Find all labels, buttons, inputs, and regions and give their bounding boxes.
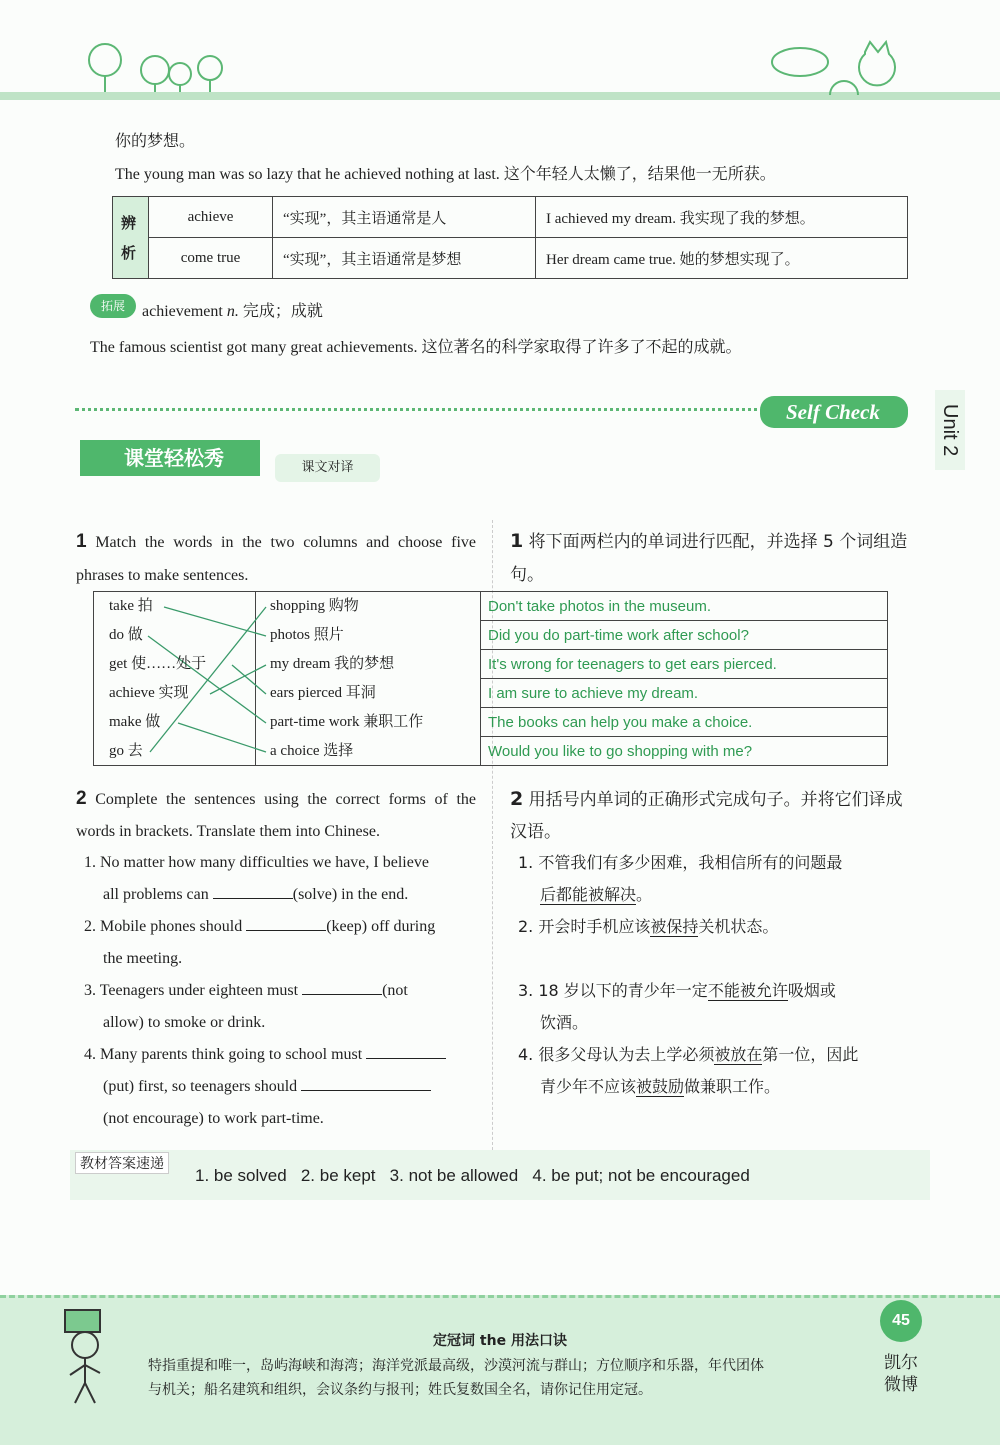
match-right-item[interactable]: ears pierced 耳洞 [270, 685, 376, 701]
ex2-translations: 1. 不管我们有多少困难，我相信所有的问题最 后都能被解决。 2. 开会时手机应该被保持关机状态。 3. 18 岁以下的青少年一定不能被允许吸烟或 饮酒。 4. 很多父母认为去上学必须被放在第一位，因此 青少年不应该被鼓励做兼职工作。 [518, 853, 859, 1096]
answer-blank[interactable] [246, 930, 326, 931]
match-left-item[interactable]: get 使……处于 [109, 656, 207, 672]
extend-tag: 拓展 [90, 294, 136, 318]
ex2-instruction-en: 2 Complete the sentences using the correct forms of the words in brackets. Translate them into Chinese. [76, 788, 477, 840]
match-right-item[interactable]: my dream 我的梦想 [270, 656, 395, 672]
answer-sentence: The books can help you make a choice. [481, 708, 888, 737]
compare-meaning: “实现”，其主语通常是梦想 [273, 238, 536, 279]
answer-text: 1. be solved 2. be kept 3. not be allowed 4. be put; not be encouraged [195, 1166, 750, 1185]
ex1-instruction-cn: 1 将下面两栏内的单词进行匹配，并选择 5 个词组造句。 [510, 530, 908, 585]
extend-meaning: 完成；成就 [242, 303, 323, 320]
matching-table [93, 591, 888, 766]
footer-text: 特指重提和唯一，岛屿海峡和海湾；海洋党派最高级，沙漠河流与群山；方位顺序和乐器，年代团体 与机关；船名建筑和组织，会议条约与报刊；姓氏复数国全名，请你记住用定冠。 [148, 1358, 764, 1398]
self-check-label: Self Check [760, 396, 908, 428]
dotted-divider [75, 408, 765, 411]
compare-meaning: “实现”，其主语通常是人 [273, 197, 536, 238]
match-left-item[interactable]: make 做 [109, 714, 161, 730]
page-number: 45 [880, 1300, 922, 1342]
unit-tab: Unit 2 [935, 390, 965, 470]
answer-sentence: I am sure to achieve my dream. [481, 679, 888, 708]
compare-word: come true [149, 238, 273, 279]
match-left-item[interactable]: go 去 [109, 743, 143, 759]
match-right-item[interactable]: shopping 购物 [270, 598, 359, 614]
text-line: 你的梦想。 [115, 133, 196, 150]
answer-blank[interactable] [302, 994, 382, 995]
trees-illustration [80, 40, 230, 92]
ex2-instruction-cn: 2 用括号内单词的正确形式完成句子。并将它们译成汉语。 [510, 788, 903, 842]
brand-label: 凯尔 微博 [884, 1353, 918, 1395]
question: 1. No matter how many difficulties we have, I believe [84, 854, 429, 871]
answer-sentence: Would you like to go shopping with me? [481, 737, 888, 766]
match-right-item[interactable]: part-time work 兼职工作 [270, 714, 424, 730]
match-right-item[interactable]: photos 照片 [270, 627, 344, 643]
extend-word: achievement [142, 303, 223, 320]
match-left-item[interactable]: do 做 [109, 627, 143, 643]
ex1-instruction-en: 1 Match the words in the two columns and choose five phrases to make sentences. [76, 531, 476, 584]
extend-pos: n. [226, 303, 239, 320]
match-line [178, 723, 266, 752]
section-subtitle: 课文对译 [275, 454, 380, 482]
section-banner: 课堂轻松秀 [80, 440, 260, 476]
comparison-table [112, 196, 908, 279]
cat-illustration [770, 40, 900, 95]
text-line: The young man was so lazy that he achieved nothing at last. 这个年轻人太懒了，结果他一无所获。 [115, 166, 776, 183]
ex2-questions: 1. No matter how many difficulties we have, I believe all problems can (solve) in the end. 2. Mobile phones should (keep) off during the meeting. 3. Teenagers under eighteen must (not allow) to smoke or drink. 4. Many parents think going to school must (put) first, so teenagers should (not encourage) to work part-time. [84, 847, 479, 1135]
compare-example: Her dream came true. 她的梦想实现了。 [536, 238, 908, 279]
match-right-item[interactable]: a choice 选择 [270, 743, 354, 759]
compare-example: I achieved my dream. 我实现了我的梦想。 [536, 197, 908, 238]
answer-blank[interactable] [366, 1058, 446, 1059]
answer-sentence: Did you do part-time work after school? [481, 621, 888, 650]
answer-tag: 教材答案速递 [75, 1152, 169, 1174]
match-left-item[interactable]: achieve 实现 [109, 685, 189, 701]
compare-word: achieve [149, 197, 273, 238]
answer-sentence: Don't take photos in the museum. [481, 592, 888, 621]
answer-blank[interactable] [213, 898, 293, 899]
match-line [164, 607, 266, 636]
match-left-item[interactable]: take 拍 [109, 598, 153, 614]
kid-illustration [60, 1300, 135, 1410]
answer-blank[interactable] [301, 1090, 431, 1091]
compare-label: 辨析 [113, 197, 149, 279]
footer-title: 定冠词 the 用法口诀 [433, 1333, 567, 1349]
answer-sentence: It's wrong for teenagers to get ears pierced. [481, 650, 888, 679]
extend-example: The famous scientist got many great achievements. 这位著名的科学家取得了许多了不起的成就。 [90, 339, 742, 356]
